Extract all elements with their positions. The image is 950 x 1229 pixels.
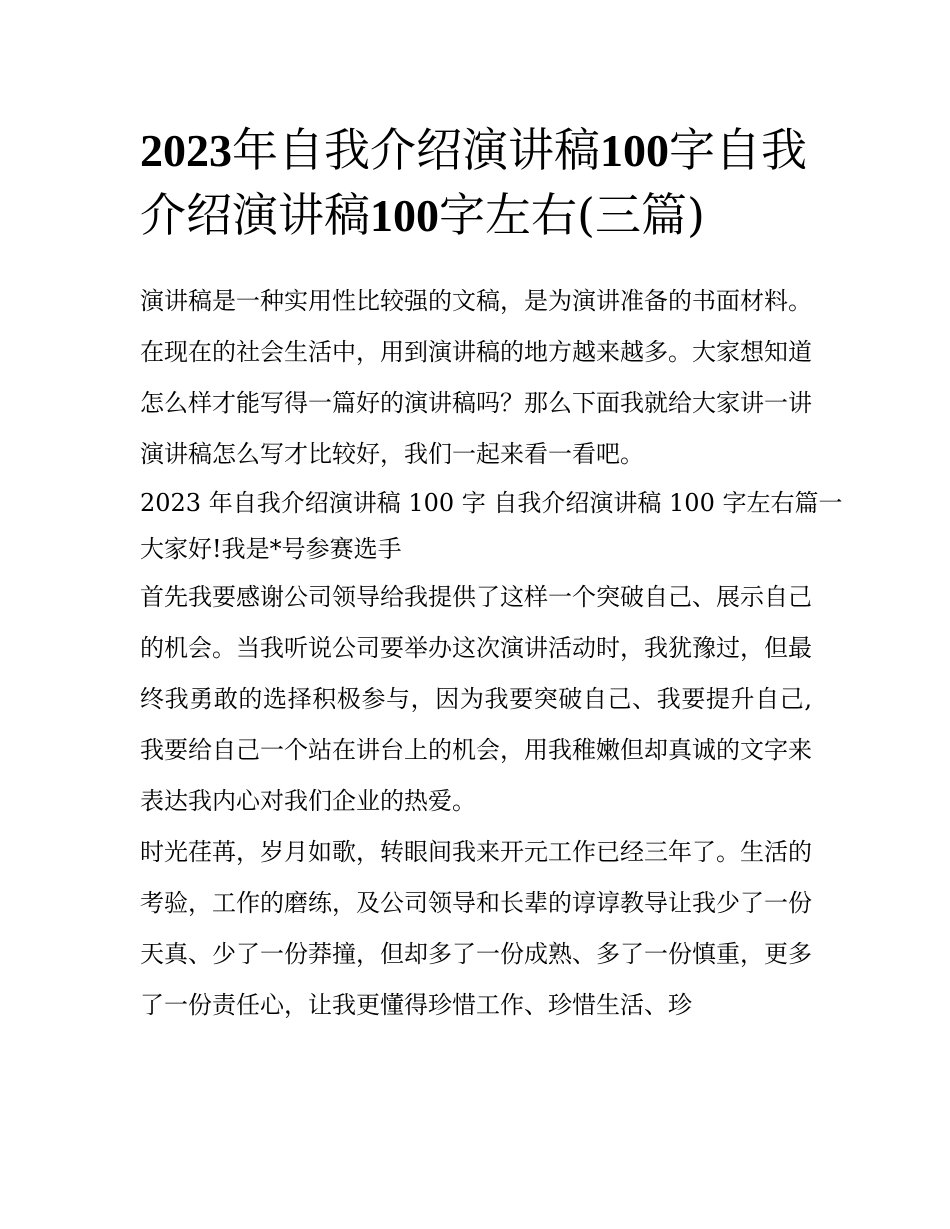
title-text-1: 年自我介绍演讲稿 — [232, 123, 600, 177]
title-text-2: 字自我介绍演讲稿 — [140, 123, 807, 242]
title-text-3: 字左右(三篇) — [439, 188, 705, 242]
section-heading: 2023 年自我介绍演讲稿 100 字 自我介绍演讲稿 100 字左右篇一 — [140, 489, 843, 517]
greeting-line: 大家好!我是*号参赛选手 — [140, 535, 402, 563]
body-paragraph-1: 首先我要感谢公司领导给我提供了这样一个突破自己、展示自己的机会。当我听说公司要举办这次演讲活动时，我犹豫过，但最终我勇敢的选择积极参与，因为我要突破自己、我要提升自己,我要给自己一个站在讲台上的机会，用我稚嫩但却真诚的文字来表达我内心对我们企业的热爱。 — [140, 583, 812, 815]
body-paragraph-2: 时光荏苒，岁月如歌，转眼间我来开元工作已经三年了。生活的考验，工作的磨练，及公司领导和长辈的谆谆教导让我少了一份天真、少了一份莽撞，但却多了一份成熟、多了一份慎重，更多了一份责任心，让我更懂得珍惜工作、珍惜生活、珍 — [140, 838, 812, 1019]
document-content — [140, 118, 843, 1031]
title-number-2: 100 — [370, 190, 439, 241]
intro-paragraph: 演讲稿是一种实用性比较强的文稿，是为演讲准备的书面材料。在现在的社会生活中，用到演讲稿的地方越来越多。大家想知道怎么样才能写得一篇好的演讲稿吗？那么下面我就给大家讲一讲演讲稿怎么写才比较好，我们一起来看一看吧。 — [140, 287, 812, 468]
document-body — [140, 276, 843, 1031]
title-number-1: 100 — [600, 125, 669, 176]
title-year: 2023 — [140, 125, 232, 176]
document-title — [140, 118, 812, 248]
